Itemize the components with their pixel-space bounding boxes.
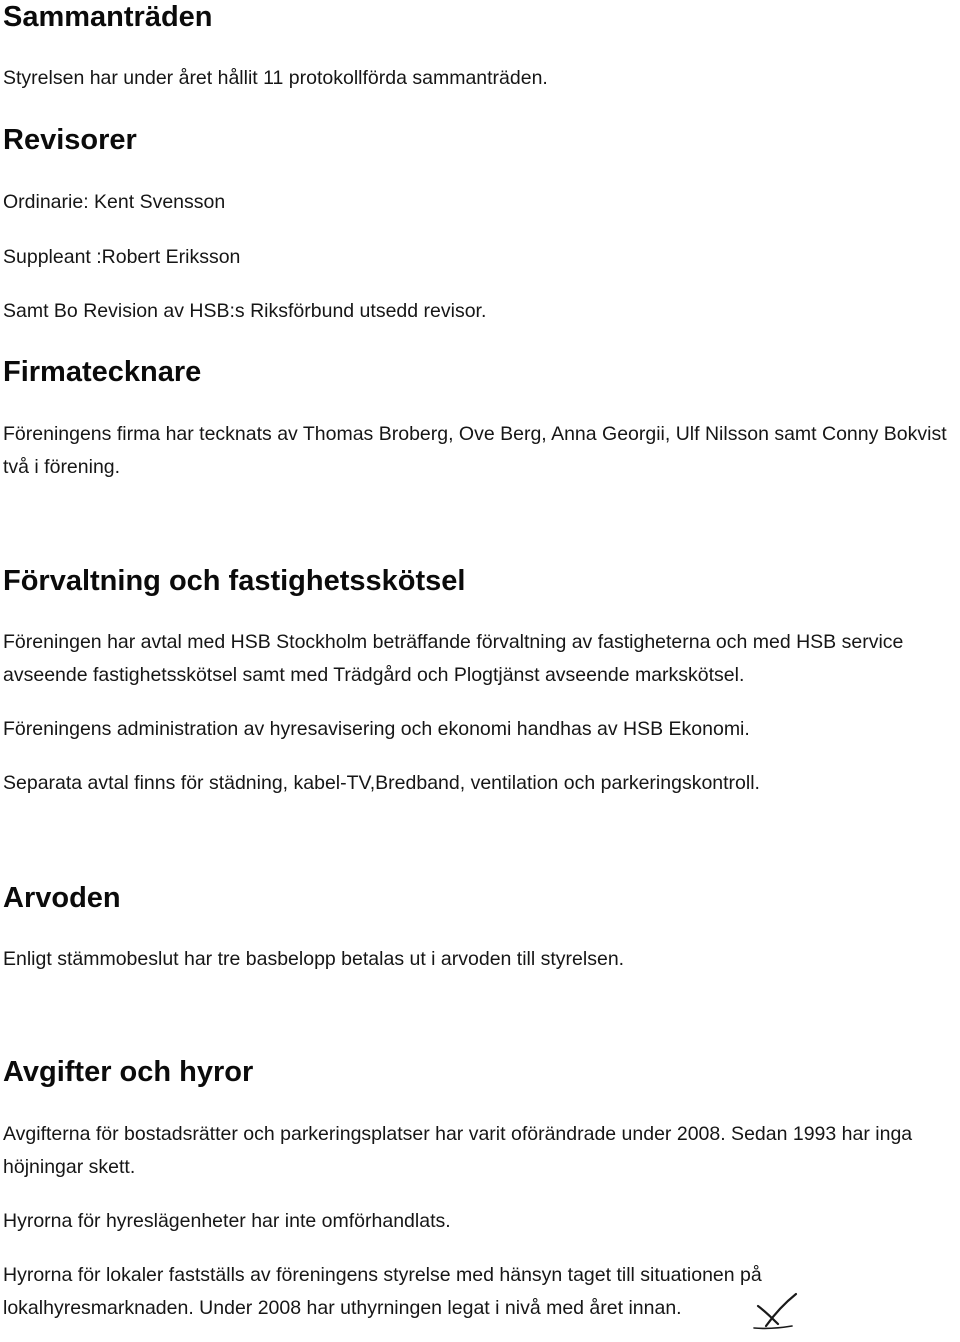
- handwritten-initials-mark: [752, 1290, 800, 1330]
- heading-firmatecknare: Firmatecknare: [3, 356, 202, 388]
- paragraph-revisor-ordinarie: Ordinarie: Kent Svensson: [3, 191, 226, 213]
- paragraph-hyror-hyreslagenheter: Hyrorna för hyreslägenheter har inte omförhandlats.: [3, 1210, 451, 1232]
- heading-forvaltning: Förvaltning och fastighetsskötsel: [3, 565, 466, 597]
- paragraph-sammantraden: Styrelsen har under året hållit 11 protokollförda sammanträden.: [3, 67, 548, 89]
- paragraph-forvaltning-administration: Föreningens administration av hyresavisering och ekonomi handhas av HSB Ekonomi.: [3, 718, 750, 740]
- paragraph-revisor-suppleant: Suppleant :Robert Eriksson: [3, 246, 241, 268]
- paragraph-avgifter: Avgifterna för bostadsrätter och parkeringsplatser har varit oförändrade under 2008. Sedan 1993 har inga höjningar skett.: [3, 1123, 913, 1178]
- heading-avgifter: Avgifter och hyror: [3, 1056, 254, 1088]
- heading-revisorer: Revisorer: [3, 124, 137, 156]
- paragraph-hyror-lokaler: Hyrorna för lokaler fastställs av föreningens styrelse med hänsyn taget till situationen på lokalhyresmarknaden. Under 2008 har uthyrningen legat i nivå med året innan.: [3, 1264, 762, 1319]
- paragraph-revisor-bo-revision: Samt Bo Revision av HSB:s Riksförbund utsedd revisor.: [3, 300, 487, 322]
- paragraph-arvoden: Enligt stämmobeslut har tre basbelopp betalas ut i arvoden till styrelsen.: [3, 948, 625, 970]
- heading-sammantraden: Sammanträden: [3, 1, 213, 33]
- paragraph-forvaltning-separata-avtal: Separata avtal finns för städning, kabel-TV,Bredband, ventilation och parkeringskontroll.: [3, 772, 760, 794]
- paragraph-forvaltning-avtal: Föreningen har avtal med HSB Stockholm beträffande förvaltning av fastigheterna och med HSB service avseende fastighetsskötsel samt med Trädgård och Plogtjänst avseende markskötsel.: [3, 631, 904, 686]
- heading-arvoden: Arvoden: [3, 882, 121, 914]
- paragraph-firmatecknare: Föreningens firma har tecknats av Thomas Broberg, Ove Berg, Anna Georgii, Ulf Nilsson samt Conny Bokvist två i förening.: [3, 423, 947, 478]
